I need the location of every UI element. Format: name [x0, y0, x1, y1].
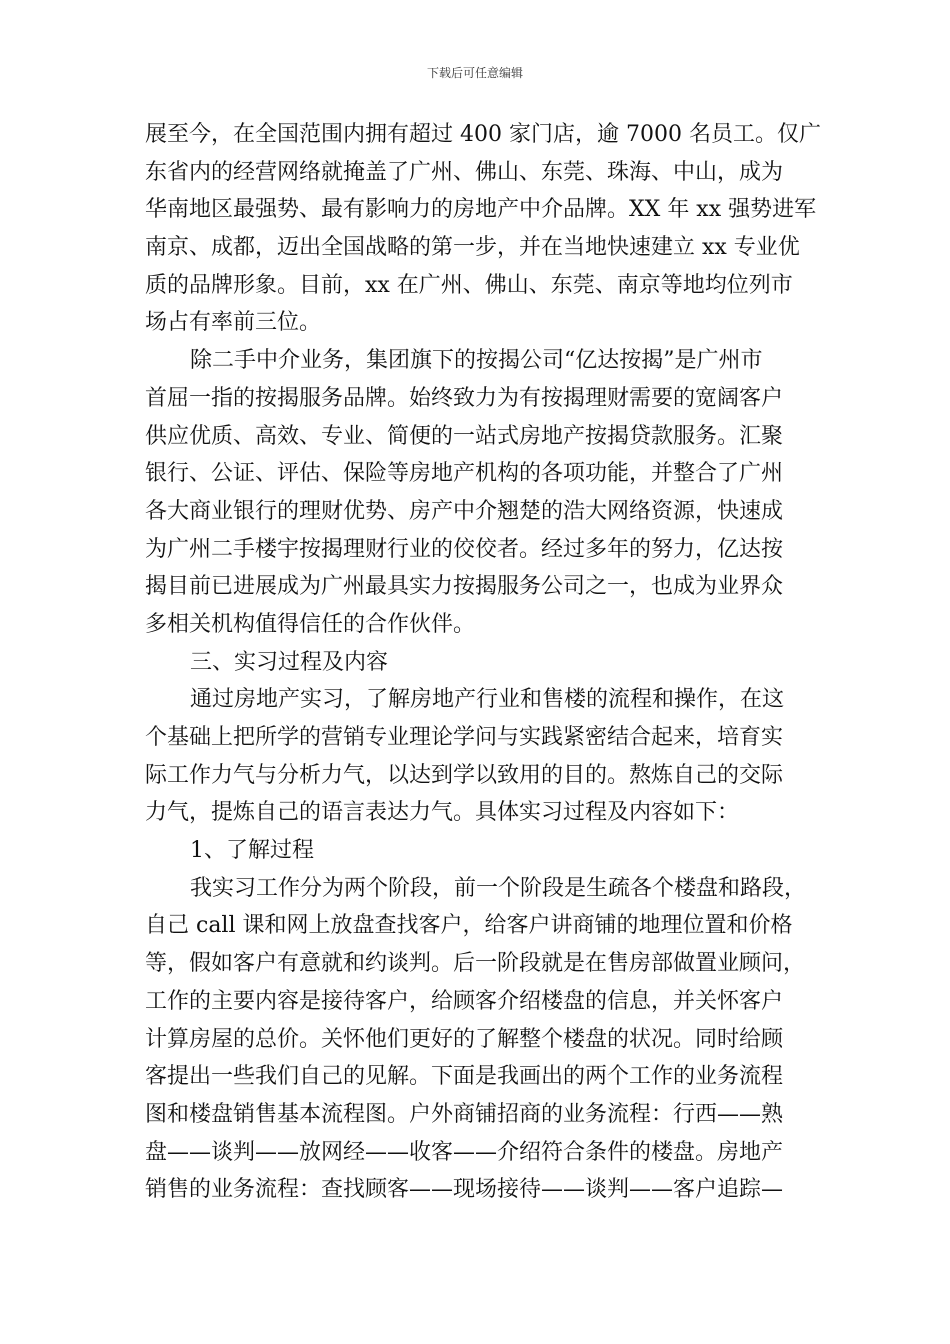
section-heading: 三、实习过程及内容	[190, 649, 389, 675]
text-line: 为广州二手楼宇按揭理财行业的佼佼者。经过多年的努力，亿达按	[145, 536, 784, 562]
text-line: 东省内的经营网络就掩盖了广州、佛山、东莞、珠海、中山，成为	[145, 159, 784, 185]
text-line: 工作的主要内容是接待客户，给顾客介绍楼盘的信息，并关怀客户	[145, 988, 784, 1014]
page-header: 下载后可任意编辑	[426, 66, 523, 80]
text-line: 图和楼盘销售基本流程图。户外商铺招商的业务流程：行西——熟	[145, 1101, 784, 1127]
text-line: 供应优质、高效、专业、简便的一站式房地产按揭贷款服务。汇聚	[145, 423, 784, 449]
text-line: 客提出一些我们自己的见解。下面是我画出的两个工作的业务流程	[145, 1064, 784, 1090]
text-line: 银行、公证、评估、保险等房地产机构的各项功能，并整合了广州	[145, 461, 784, 487]
paragraph-start-line: 我实习工作分为两个阶段，前一个阶段是生疏各个楼盘和路段，	[190, 875, 807, 901]
text-line: 华南地区最强势、最有影响力的房地产中介品牌。XX 年 xx 强势进军	[145, 197, 817, 223]
subsection-heading: 1、了解过程	[190, 838, 314, 864]
paragraph-start-line: 通过房地产实习，了解房地产行业和售楼的流程和操作，在这	[190, 687, 785, 713]
document-body	[145, 116, 821, 1209]
paragraph-start-line: 除二手中介业务，集团旗下的按揭公司“亿达按揭”是广州市	[190, 348, 763, 374]
text-line: 等，假如客户有意就和约谈判。后一阶段就是在售房部做置业顾问，	[145, 951, 806, 977]
text-line: 个基础上把所学的营销专业理论学问与实践紧密结合起来，培育实	[145, 725, 784, 750]
text-line: 力气，提炼自己的语言表达力气。具体实习过程及内容如下：	[145, 800, 740, 826]
text-line: 自己 call 课和网上放盘查找客户，给客户讲商铺的地理位置和价格	[145, 913, 793, 939]
text-line: 质的品牌形象。目前，xx 在广州、佛山、东莞、南京等地均位列市	[145, 272, 793, 298]
text-line: 销售的业务流程：查找顾客——现场接待——谈判——客户追踪—	[145, 1177, 784, 1203]
text-line: 际工作力气与分析力气，以达到学以致用的目的。熬炼自己的交际	[145, 762, 784, 788]
text-line: 揭目前已进展成为广州最具实力按揭服务公司之一，也成为业界众	[145, 574, 784, 600]
text-line: 南京、成都，迈出全国战略的第一步，并在当地快速建立 xx 专业优	[145, 235, 800, 261]
text-line: 场占有率前三位。	[145, 310, 322, 336]
text-line: 多相关机构值得信任的合作伙伴。	[145, 611, 476, 637]
text-line: 各大商业银行的理财优势、房产中介翘楚的浩大网络资源，快速成	[145, 498, 784, 524]
text-line: 盘——谈判——放网经——收客——介绍符合条件的楼盘。房地产	[145, 1139, 784, 1165]
text-line: 首屈一指的按揭服务品牌。始终致力为有按揭理财需要的宽阔客户	[145, 385, 784, 411]
text-line: 展至今，在全国范围内拥有超过 400 家门店，逾 7000 名员工。仅广	[145, 122, 821, 147]
text-line: 计算房屋的总价。关怀他们更好的了解整个楼盘的状况。同时给顾	[145, 1026, 784, 1052]
